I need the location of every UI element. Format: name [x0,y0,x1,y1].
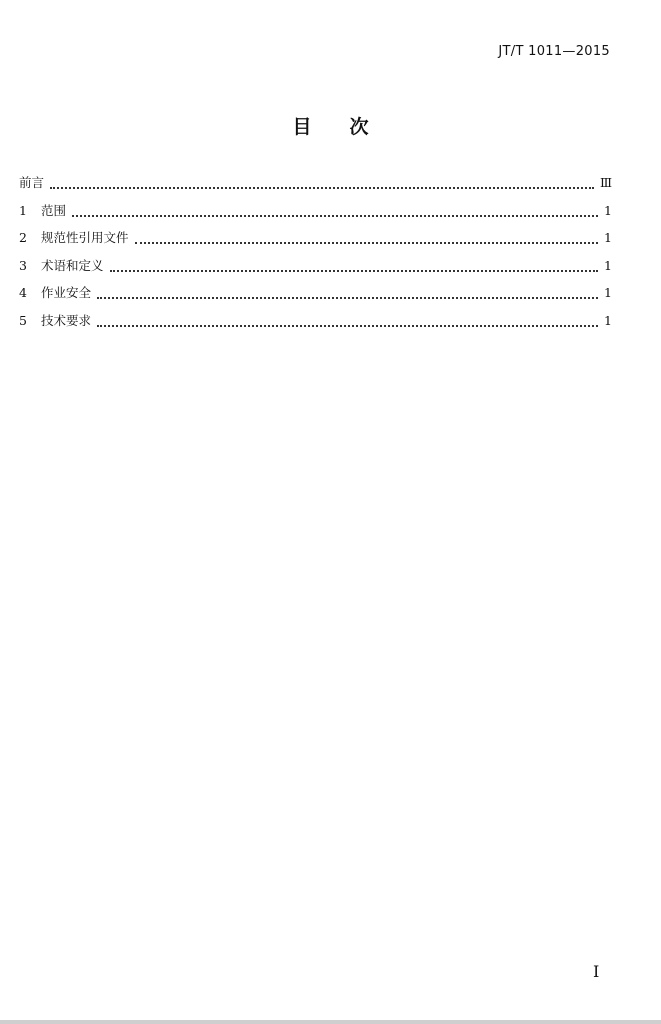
toc-entry-page: 1 [604,202,612,218]
page-number: Ⅰ [593,962,600,981]
toc-entry-label: 技术要求 [41,312,92,328]
toc-entry-label: 规范性引用文件 [41,230,129,245]
toc-entry-number: 4 [19,285,27,300]
toc-entry-page: 1 [604,257,612,273]
standard-code: JT/T 1011—2015 [498,44,610,59]
toc-entry-terms-definitions[interactable] [19,256,612,284]
toc-leader-dots [110,270,598,272]
page-title: 目次 [292,116,407,138]
toc-entry-normative-references[interactable] [19,228,612,256]
toc-entry-page: 1 [604,312,612,328]
toc-entry-label: 前言 [19,175,45,190]
toc-leader-dots [50,187,594,189]
toc-entry-number: 1 [19,202,27,218]
toc-entry-label: 术语和定义 [41,257,104,273]
toc-entry-scope[interactable] [19,201,612,229]
toc-entry-page: Ⅲ [599,175,612,190]
toc-leader-dots [135,242,598,244]
toc-entry-foreword[interactable] [19,173,612,201]
toc-entry-page: 1 [604,230,612,245]
toc-entry-label: 范围 [41,202,67,218]
toc-leader-dots [97,297,598,299]
toc-entry-number: 3 [19,257,27,273]
toc-entry-number: 2 [19,230,27,245]
toc-entry-work-safety[interactable] [19,283,612,311]
toc-leader-dots [97,325,598,327]
table-of-contents [19,173,612,338]
toc-entry-number: 5 [19,312,27,328]
toc-leader-dots [72,215,598,217]
page-bottom-edge [0,1020,661,1024]
toc-entry-page: 1 [604,285,612,300]
toc-entry-technical-requirements[interactable] [19,311,612,339]
toc-entry-label: 作业安全 [41,285,92,300]
